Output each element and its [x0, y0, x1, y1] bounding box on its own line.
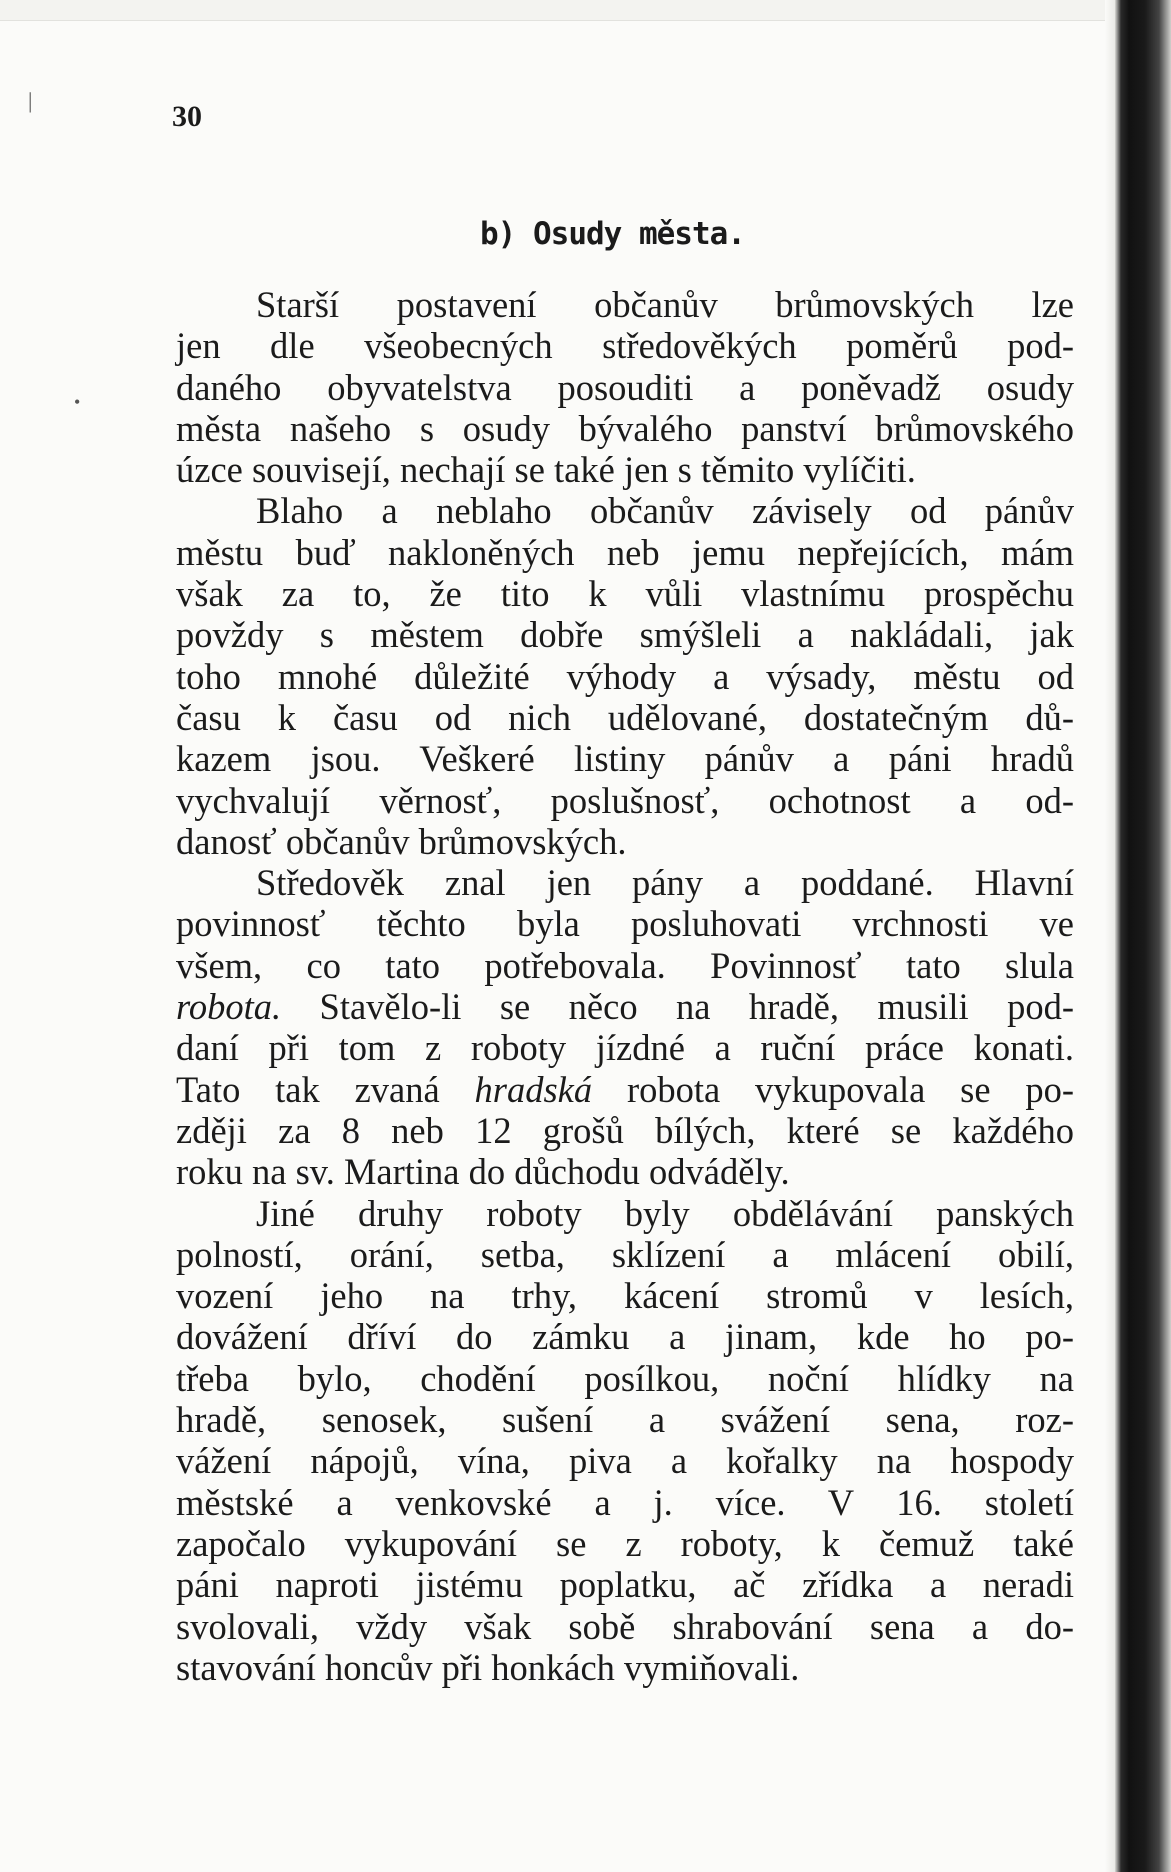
- text-line: roku na sv. Martina do důchodu odváděly.: [176, 1151, 790, 1193]
- text-line: vození jeho na trhy, kácení stromů v lesích,: [176, 1275, 1074, 1317]
- text-line: Starší postavení občanův brůmovských lze: [256, 284, 1074, 325]
- text-line: svolovali, vždy však sobě shrabování sena a do-: [176, 1605, 1074, 1647]
- text-line: daného obyvatelstva posouditi a poněvadž osudy: [176, 366, 1074, 408]
- text-line: polností, orání, setba, sklízení a mlácení obilí,: [176, 1233, 1074, 1275]
- line-text: Tato tak zvaná: [176, 1068, 440, 1110]
- text-line: započalo vykupování se z roboty, k čemuž také: [176, 1522, 1074, 1564]
- text-line: času k času od nich udělované, dostatečným dů-: [176, 696, 1074, 738]
- text-line: Blaho a neblaho občanův závisely od pánův: [256, 490, 1074, 532]
- text-line: hradě, senosek, sušení a svážení sena, roz-: [176, 1399, 1074, 1441]
- body-text: [176, 284, 1074, 1688]
- text-line: toho mnohé důležité výhody a výsady, městu od: [176, 655, 1074, 697]
- text-line: úzce souvisejí, nechají se také jen s těmito vylíčiti.: [176, 449, 916, 491]
- text-line: městské a venkovské a j. více. V 16. století: [176, 1481, 1074, 1523]
- text-line: Jiné druhy roboty byly obdělávání panských: [256, 1192, 1074, 1234]
- text-line: vážení nápojů, vína, piva a kořalky na hospody: [176, 1440, 1074, 1482]
- text-line: páni naproti jistému poplatku, ač zřídka a neradi: [176, 1564, 1074, 1606]
- text-line: kazem jsou. Veškeré listiny pánův a páni hradů: [176, 738, 1074, 780]
- book-binding-edge: [1115, 0, 1171, 1872]
- text-line: vychvalují věrnosť, poslušnosť, ochotnost a od-: [176, 779, 1074, 821]
- margin-speck: |: [28, 88, 33, 113]
- text-line: [176, 1069, 1074, 1110]
- page-gutter-shadow: [1105, 0, 1115, 1872]
- section-heading: b) Osudy města.: [480, 216, 745, 252]
- page-number: 30: [172, 100, 202, 133]
- text-line: třeba bylo, chodění posílkou, noční hlídky na: [176, 1357, 1074, 1399]
- margin-speck: •: [74, 392, 81, 412]
- page-top-edge: [0, 0, 1125, 21]
- text-line: danosť občanův brůmovských.: [176, 820, 627, 862]
- text-line: zději za 8 neb 12 grošů bílých, které se každého: [176, 1109, 1074, 1151]
- line-text: robota vykupovala se po-: [626, 1068, 1075, 1110]
- italic-term: robota.: [176, 986, 282, 1028]
- text-line: povždy s městem dobře smýšleli a nakládali, jak: [176, 614, 1074, 656]
- text-line: daní při tom z roboty jízdné a ruční práce konati.: [176, 1027, 1074, 1069]
- text-line: [176, 986, 1074, 1027]
- line-text: Stavělo-li se něco na hradě, musili pod-: [319, 986, 1074, 1028]
- text-line: Středověk znal jen pány a poddané. Hlavní: [256, 862, 1074, 904]
- text-line: všem, co tato potřebovala. Povinnosť tato slula: [176, 944, 1074, 986]
- text-line: městu buď nakloněných neb jemu nepřejících, mám: [176, 531, 1074, 573]
- text-line: povinnosť těchto byla posluhovati vrchnosti ve: [176, 903, 1074, 945]
- text-line: jen dle všeobecných středověkých poměrů pod-: [176, 325, 1074, 367]
- text-line: města našeho s osudy bývalého panství brůmovského: [176, 407, 1074, 449]
- text-line: dovážení dříví do zámku a jinam, kde ho po-: [176, 1316, 1074, 1358]
- text-line: stavování honcův při honkách vymiňovali.: [176, 1646, 800, 1688]
- text-line: však za to, že tito k vůli vlastnímu prospěchu: [176, 573, 1074, 615]
- italic-term: hradská: [474, 1068, 593, 1110]
